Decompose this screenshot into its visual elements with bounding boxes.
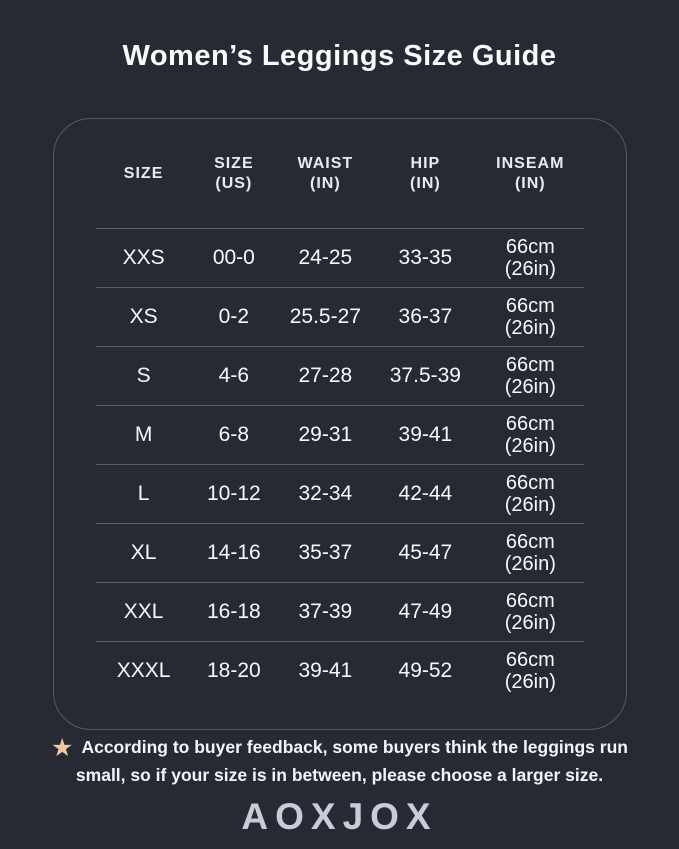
inseam-cm: 66cm <box>505 236 555 258</box>
cell-hip: 49-52 <box>398 659 453 682</box>
cell-hip: 36-37 <box>398 305 453 328</box>
table-row <box>96 406 584 464</box>
cell-inseam <box>477 236 584 280</box>
table-header-cell <box>277 154 375 194</box>
header-label: HIP <box>410 154 441 172</box>
header-unit: (IN) <box>310 174 341 192</box>
table-row <box>96 288 584 346</box>
inseam-in: (26in) <box>504 435 556 457</box>
inseam-in: (26in) <box>504 612 556 634</box>
cell-size-us: 10-12 <box>206 482 261 505</box>
cell-size: XS <box>129 305 158 328</box>
inseam-cm: 66cm <box>505 354 555 376</box>
cell-size-us: 18-20 <box>206 659 261 682</box>
brand-logo: AOXJOX <box>241 796 438 837</box>
cell-size-us: 0-2 <box>218 305 250 328</box>
table-body <box>96 229 584 700</box>
size-table-panel <box>53 118 627 730</box>
table-header-cell <box>477 154 584 194</box>
cell-size-us: 14-16 <box>206 541 261 564</box>
table-row <box>96 229 584 287</box>
cell-waist: 35-37 <box>298 541 353 564</box>
inseam-in: (26in) <box>504 494 556 516</box>
inseam-cm: 66cm <box>505 649 555 671</box>
cell-size: XXS <box>122 246 165 269</box>
cell-size-us: 6-8 <box>218 423 250 446</box>
cell-waist: 29-31 <box>298 423 353 446</box>
cell-size: XXL <box>123 600 164 623</box>
cell-size: S <box>136 364 151 387</box>
cell-size-us: 4-6 <box>218 364 250 387</box>
table-header-cell <box>96 164 191 184</box>
cell-inseam <box>477 354 584 398</box>
cell-inseam <box>477 413 584 457</box>
inseam-in: (26in) <box>504 553 556 575</box>
page-title: Women’s Leggings Size Guide <box>122 40 557 72</box>
cell-hip: 45-47 <box>398 541 453 564</box>
cell-waist: 25.5-27 <box>289 305 361 328</box>
note-text-line2: small, so if your size is in between, please choose a larger size. <box>75 765 604 785</box>
inseam-in: (26in) <box>504 671 556 693</box>
inseam-cm: 66cm <box>505 295 555 317</box>
inseam-in: (26in) <box>504 376 556 398</box>
inseam-cm: 66cm <box>505 590 555 612</box>
cell-waist: 32-34 <box>298 482 353 505</box>
cell-size: XXXL <box>116 659 171 682</box>
cell-inseam <box>477 295 584 339</box>
table-row <box>96 583 584 641</box>
cell-inseam <box>477 649 584 693</box>
header-unit: (IN) <box>514 174 546 192</box>
inseam-cm: 66cm <box>505 472 555 494</box>
inseam-cm: 66cm <box>505 413 555 435</box>
table-row <box>96 524 584 582</box>
cell-hip: 33-35 <box>398 246 453 269</box>
header-label: SIZE <box>214 154 254 172</box>
cell-size: L <box>137 482 150 505</box>
inseam-in: (26in) <box>504 258 556 280</box>
header-label: WAIST <box>297 154 354 172</box>
table-row <box>96 642 584 700</box>
cell-inseam <box>477 590 584 634</box>
star-icon: ★ <box>51 734 74 762</box>
table-row <box>96 347 584 405</box>
inseam-in: (26in) <box>504 317 556 339</box>
cell-waist: 39-41 <box>298 659 353 682</box>
cell-hip: 39-41 <box>398 423 453 446</box>
header-unit: (US) <box>215 174 253 192</box>
cell-hip: 37.5-39 <box>389 364 461 387</box>
cell-inseam <box>477 531 584 575</box>
header-label: INSEAM <box>496 154 565 172</box>
feedback-note <box>0 734 679 789</box>
cell-inseam <box>477 472 584 516</box>
header-label: SIZE <box>123 164 164 182</box>
cell-size-us: 16-18 <box>206 600 261 623</box>
cell-waist: 27-28 <box>298 364 353 387</box>
cell-size: XL <box>130 541 157 564</box>
cell-waist: 37-39 <box>298 600 353 623</box>
header-unit: (IN) <box>410 174 441 192</box>
table-header-cell <box>374 154 476 194</box>
table-header-row <box>96 119 584 228</box>
note-text-line1: According to buyer feedback, some buyers think the leggings run <box>81 737 628 757</box>
table-header-cell <box>191 154 276 194</box>
table-row <box>96 465 584 523</box>
cell-hip: 42-44 <box>398 482 453 505</box>
cell-hip: 47-49 <box>398 600 453 623</box>
inseam-cm: 66cm <box>505 531 555 553</box>
cell-size-us: 00-0 <box>212 246 255 269</box>
cell-waist: 24-25 <box>298 246 353 269</box>
note-line-1 <box>0 734 679 762</box>
cell-size: M <box>134 423 153 446</box>
